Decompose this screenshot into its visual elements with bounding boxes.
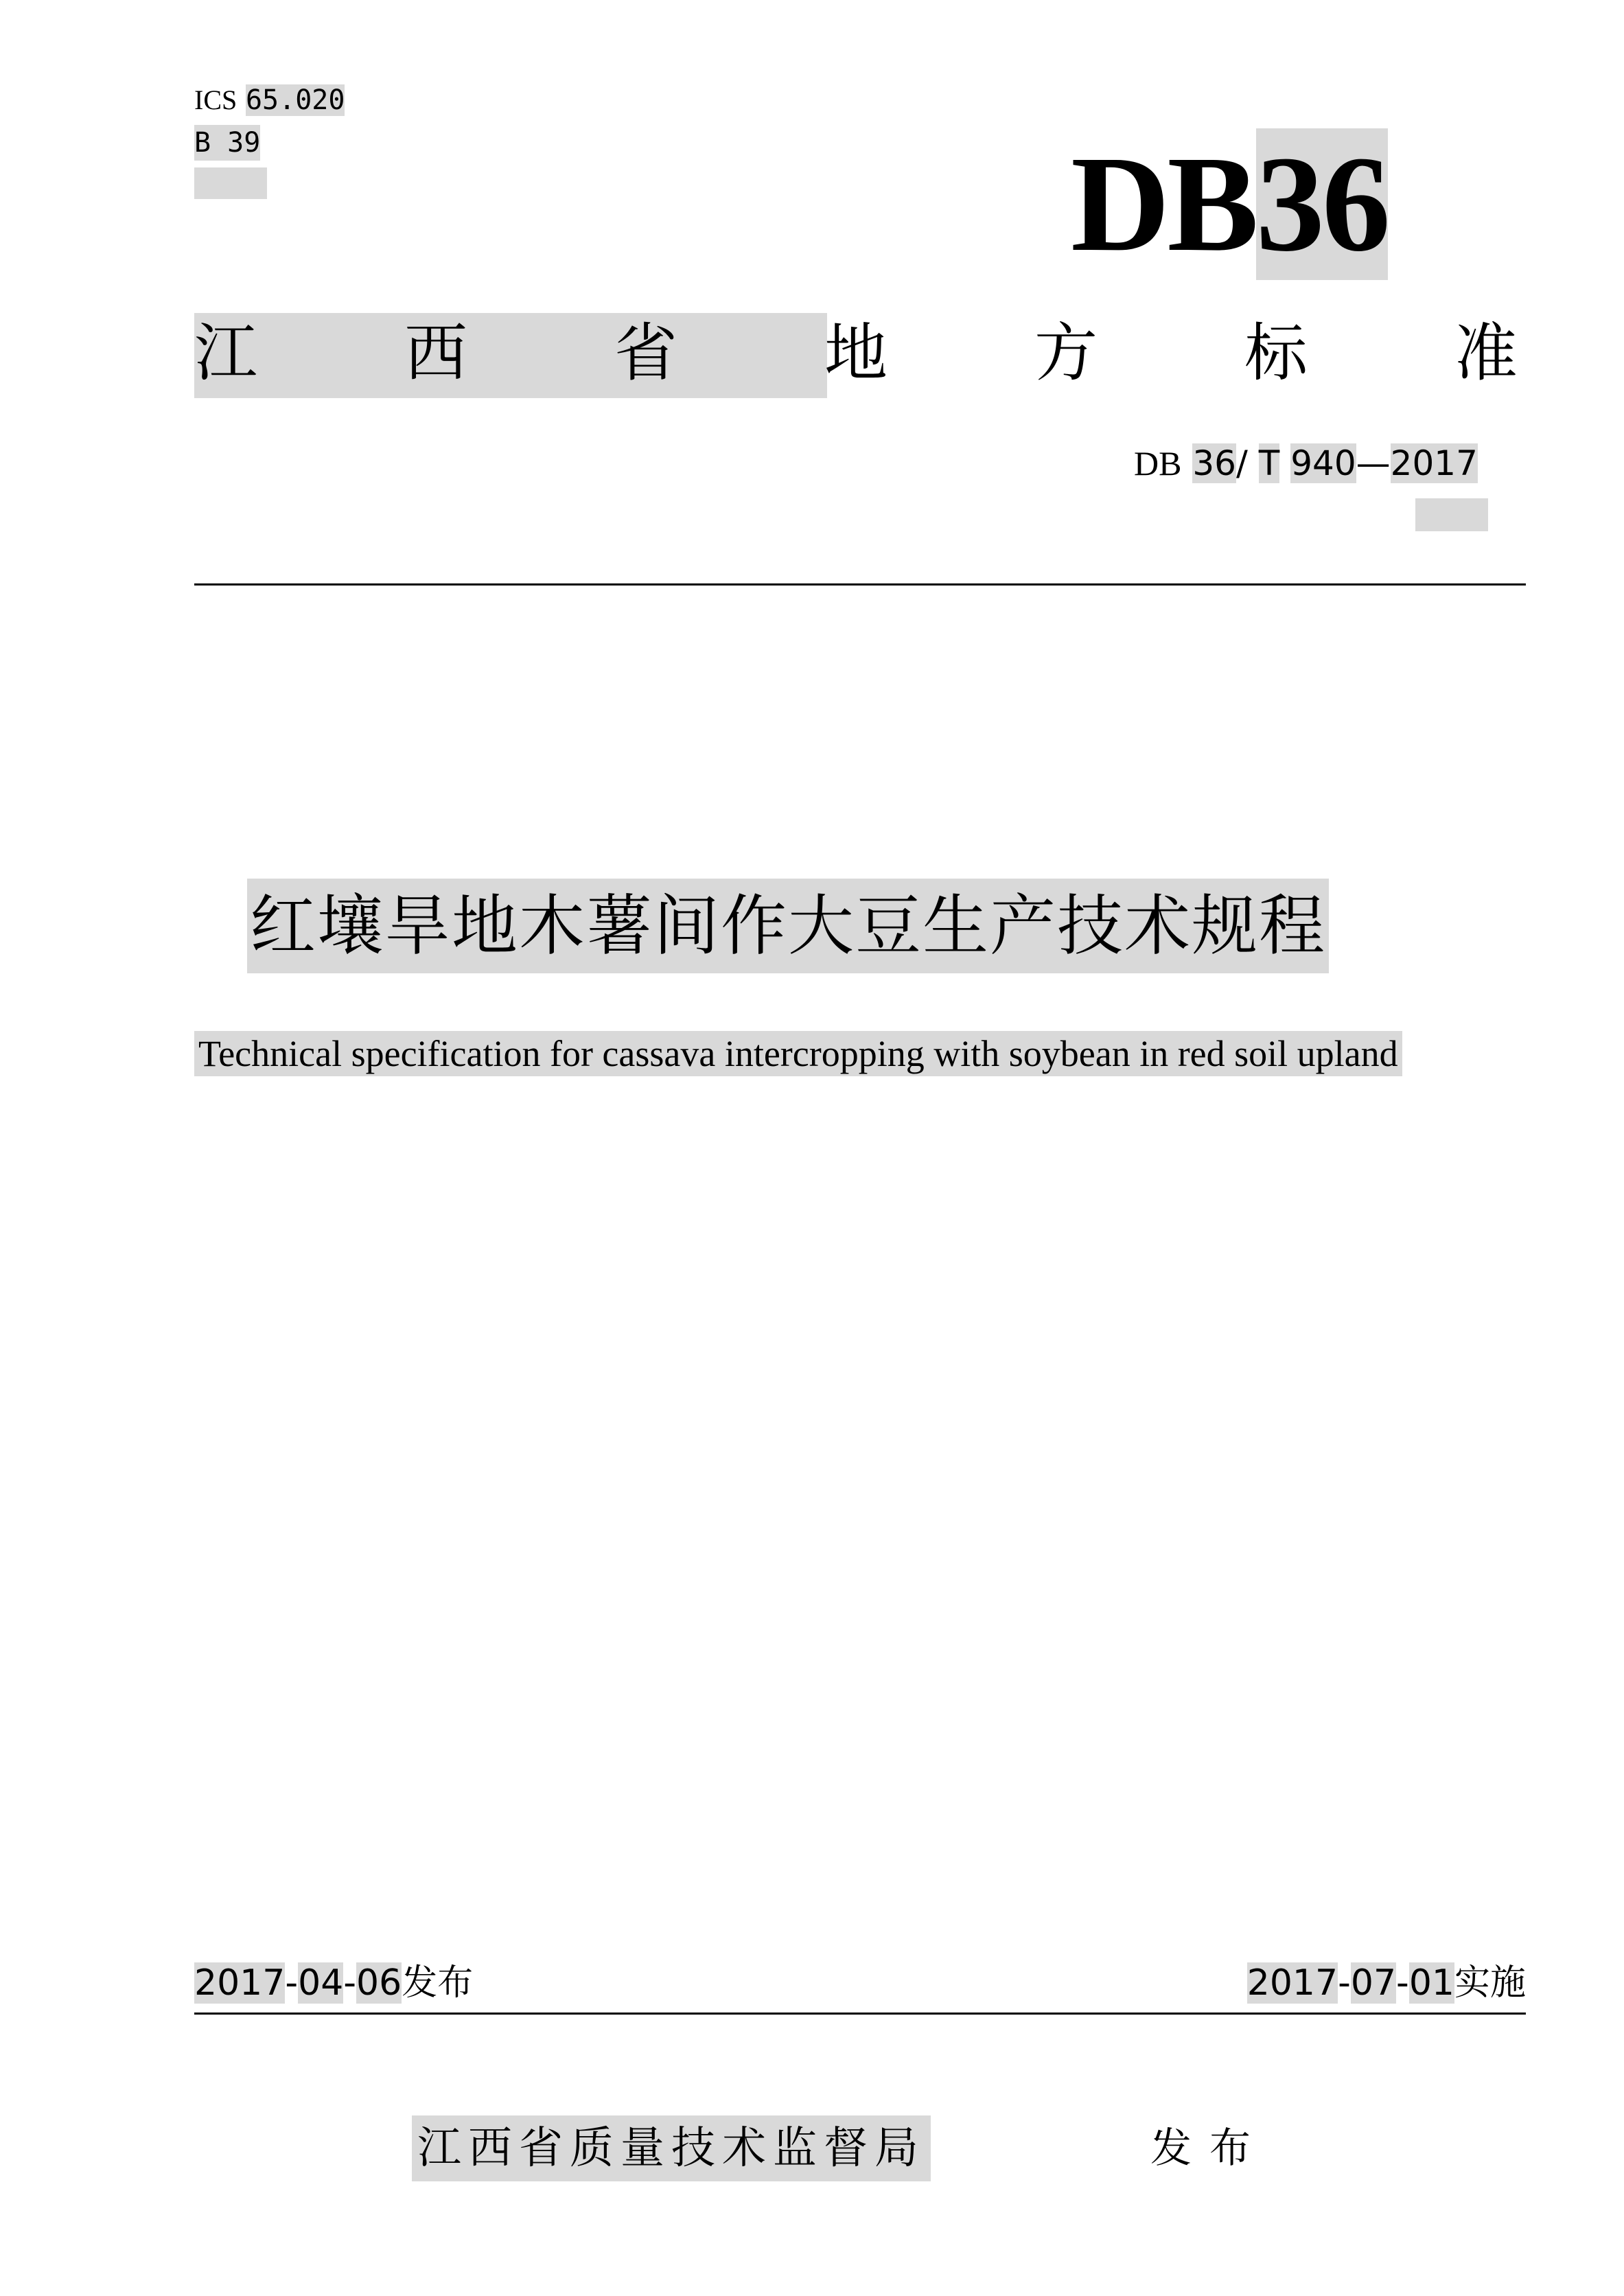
impl-year: 2017 [1246,1962,1338,2004]
ics-code-line [194,82,345,118]
standard-type-highlight [194,313,827,398]
standard-type-char: 地 [824,316,888,390]
standard-type-char: 省 [614,316,678,390]
date-separator: - [343,1962,357,2004]
standard-number-year: 2017 [1390,443,1478,483]
top-divider [194,583,1526,585]
issue-suffix: 发布 [402,1962,474,2004]
standard-type-char: 江 [194,316,258,390]
title-chinese: 红壤旱地木薯间作大豆生产技术规程 [247,879,1329,973]
standard-code-prefix: DB [1071,128,1256,280]
standard-number [1134,441,1478,486]
standard-type-heading [194,309,1526,398]
blank-field [194,167,267,199]
standard-number-value: 940 [1290,443,1356,483]
bottom-divider [194,2013,1526,2015]
implementation-date [1247,1960,1526,2006]
issue-year: 2017 [194,1962,286,2004]
impl-month: 07 [1350,1962,1397,2004]
blank-field [1415,498,1488,531]
ics-code: 65.020 [245,84,345,116]
classification-code: B 39 [194,125,260,161]
impl-day: 01 [1408,1962,1454,2004]
date-separator: - [1396,1962,1409,2004]
ics-label: ICS [194,84,237,115]
issue-month: 04 [298,1962,344,2004]
issue-date [194,1960,473,2006]
standard-type-char: 准 [1454,316,1518,390]
standard-code-number: 36 [1255,128,1388,280]
standard-number-dash: — [1356,443,1391,483]
standard-type-char: 方 [1034,316,1098,390]
standard-number-type: T [1258,443,1280,483]
impl-suffix: 实施 [1454,1962,1526,2004]
date-separator: - [285,1962,299,2004]
issuer-label: 发布 [1150,2124,1268,2172]
standard-number-prefix: DB [1134,444,1182,483]
standard-type-char: 西 [404,316,468,390]
standard-type-char: 标 [1244,316,1308,390]
date-separator: - [1338,1962,1351,2004]
issuer-name: 江西省质量技术监督局 [412,2115,931,2181]
issue-day: 06 [356,1962,402,2004]
title-english: Technical specification for cassava intercropping with soybean in red soil upland [194,1031,1402,1076]
standard-number-slash: / [1236,443,1248,483]
standard-number-province: 36 [1192,443,1236,483]
standard-code-logo [1071,129,1388,280]
